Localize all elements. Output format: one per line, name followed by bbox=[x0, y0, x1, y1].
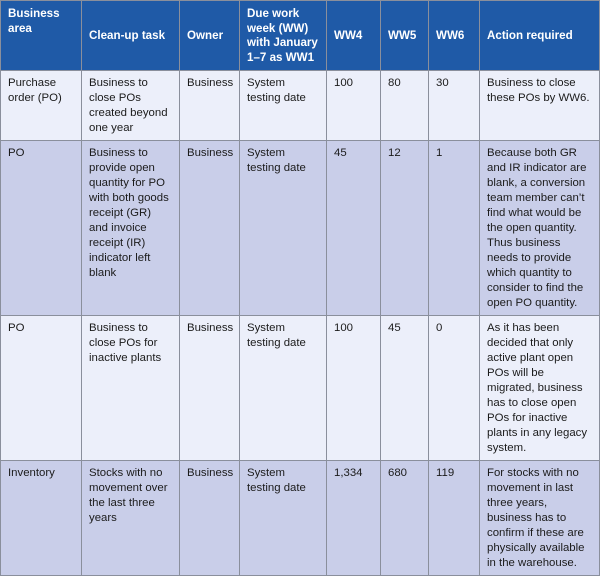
cell-ww4: 100 bbox=[327, 71, 381, 141]
cell-due: System testing date bbox=[240, 141, 327, 316]
cell-action-required: For stocks with no movement in last three years, business has to confirm if these are physically available in the warehouse. bbox=[480, 461, 600, 576]
cell-action-required: Business to close these POs by WW6. bbox=[480, 71, 600, 141]
cell-cleanup-task: Stocks with no movement over the last three years bbox=[82, 461, 180, 576]
cell-ww6: 119 bbox=[429, 461, 480, 576]
cell-business-area: Inventory bbox=[1, 461, 82, 576]
cell-cleanup-task: Business to close POs created beyond one year bbox=[82, 71, 180, 141]
header-owner: Owner bbox=[180, 1, 240, 71]
header-ww6: WW6 bbox=[429, 1, 480, 71]
cell-business-area: PO bbox=[1, 316, 82, 461]
cell-ww4: 1,334 bbox=[327, 461, 381, 576]
header-ww5: WW5 bbox=[381, 1, 429, 71]
cell-ww6: 30 bbox=[429, 71, 480, 141]
cell-owner: Business bbox=[180, 71, 240, 141]
cell-due: System testing date bbox=[240, 461, 327, 576]
header-ww4: WW4 bbox=[327, 1, 381, 71]
cell-ww5: 12 bbox=[381, 141, 429, 316]
cell-ww4: 45 bbox=[327, 141, 381, 316]
cell-cleanup-task: Business to close POs for inactive plants bbox=[82, 316, 180, 461]
table-row bbox=[1, 141, 600, 316]
header-business-area: Business area bbox=[1, 1, 82, 71]
table-header-row bbox=[1, 1, 600, 71]
cell-ww6: 1 bbox=[429, 141, 480, 316]
header-due-work-week: Due work week (WW) with January 1–7 as WW1 bbox=[240, 1, 327, 71]
cell-due: System testing date bbox=[240, 71, 327, 141]
cell-ww6: 0 bbox=[429, 316, 480, 461]
header-action-required: Action required bbox=[480, 1, 600, 71]
cell-owner: Business bbox=[180, 461, 240, 576]
cell-owner: Business bbox=[180, 316, 240, 461]
cell-ww5: 680 bbox=[381, 461, 429, 576]
header-cleanup-task: Clean-up task bbox=[82, 1, 180, 71]
cell-owner: Business bbox=[180, 141, 240, 316]
cell-business-area: Purchase order (PO) bbox=[1, 71, 82, 141]
cell-business-area: PO bbox=[1, 141, 82, 316]
table-row bbox=[1, 71, 600, 141]
cell-ww4: 100 bbox=[327, 316, 381, 461]
cell-ww5: 45 bbox=[381, 316, 429, 461]
cell-cleanup-task: Business to provide open quantity for PO with both goods receipt (GR) and invoice receipt (IR) indicator left blank bbox=[82, 141, 180, 316]
cell-action-required: Because both GR and IR indicator are blank, a conversion team member can’t find what would be the open quantity. Thus business needs to provide which quantity to consider to find the open PO quantity. bbox=[480, 141, 600, 316]
table-row bbox=[1, 316, 600, 461]
cell-due: System testing date bbox=[240, 316, 327, 461]
cell-action-required: As it has been decided that only active plant open POs will be migrated, business has to close open POs for inactive plants in any legacy system. bbox=[480, 316, 600, 461]
table-row bbox=[1, 461, 600, 576]
cell-ww5: 80 bbox=[381, 71, 429, 141]
